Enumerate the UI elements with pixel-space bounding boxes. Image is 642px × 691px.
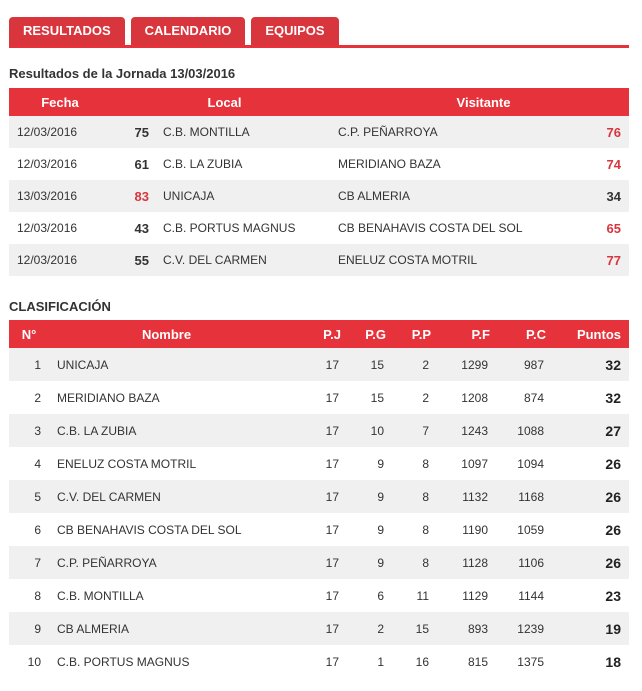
header-n: N° bbox=[9, 320, 49, 348]
home-team: C.B. MONTILLA bbox=[155, 116, 338, 148]
points-against: 1059 bbox=[498, 513, 554, 546]
position: 1 bbox=[9, 348, 49, 381]
home-score: 55 bbox=[111, 244, 155, 276]
header-fecha: Fecha bbox=[9, 88, 111, 116]
away-team: C.P. PEÑARROYA bbox=[338, 116, 571, 148]
team-name: MERIDIANO BAZA bbox=[49, 381, 284, 414]
won: 15 bbox=[349, 381, 394, 414]
played: 17 bbox=[284, 480, 349, 513]
standings-row[interactable] bbox=[9, 645, 629, 678]
lost: 8 bbox=[394, 447, 439, 480]
lost: 8 bbox=[394, 513, 439, 546]
tab-calendario[interactable]: CALENDARIO bbox=[131, 17, 246, 45]
standings-row[interactable] bbox=[9, 612, 629, 645]
points: 26 bbox=[554, 546, 629, 579]
home-team: C.B. PORTUS MAGNUS bbox=[155, 212, 338, 244]
header-visitante: Visitante bbox=[338, 88, 629, 116]
won: 9 bbox=[349, 480, 394, 513]
result-row[interactable] bbox=[9, 212, 629, 244]
played: 17 bbox=[284, 612, 349, 645]
lost: 8 bbox=[394, 480, 439, 513]
points-against: 987 bbox=[498, 348, 554, 381]
lost: 15 bbox=[394, 612, 439, 645]
result-row[interactable] bbox=[9, 148, 629, 180]
points: 26 bbox=[554, 513, 629, 546]
standings-row[interactable] bbox=[9, 414, 629, 447]
home-score: 43 bbox=[111, 212, 155, 244]
lost: 8 bbox=[394, 546, 439, 579]
team-name: C.V. DEL CARMEN bbox=[49, 480, 284, 513]
position: 6 bbox=[9, 513, 49, 546]
result-date: 12/03/2016 bbox=[9, 212, 111, 244]
results-header-row bbox=[9, 88, 629, 116]
header-nombre: Nombre bbox=[49, 320, 284, 348]
points-for: 893 bbox=[439, 612, 498, 645]
points-for: 1097 bbox=[439, 447, 498, 480]
header-pg: P.G bbox=[349, 320, 394, 348]
away-score: 34 bbox=[571, 180, 629, 212]
played: 17 bbox=[284, 414, 349, 447]
won: 2 bbox=[349, 612, 394, 645]
team-name: C.B. PORTUS MAGNUS bbox=[49, 645, 284, 678]
position: 3 bbox=[9, 414, 49, 447]
position: 7 bbox=[9, 546, 49, 579]
points-for: 1243 bbox=[439, 414, 498, 447]
team-name: C.B. LA ZUBIA bbox=[49, 414, 284, 447]
home-score: 61 bbox=[111, 148, 155, 180]
team-name: CB ALMERIA bbox=[49, 612, 284, 645]
standings-header-row bbox=[9, 320, 629, 348]
points-for: 1132 bbox=[439, 480, 498, 513]
away-score: 65 bbox=[571, 212, 629, 244]
standings-row[interactable] bbox=[9, 513, 629, 546]
won: 1 bbox=[349, 645, 394, 678]
points-for: 1190 bbox=[439, 513, 498, 546]
points-against: 1239 bbox=[498, 612, 554, 645]
played: 17 bbox=[284, 513, 349, 546]
points-for: 1129 bbox=[439, 579, 498, 612]
points-against: 874 bbox=[498, 381, 554, 414]
results-table bbox=[9, 88, 629, 276]
played: 17 bbox=[284, 348, 349, 381]
points-against: 1094 bbox=[498, 447, 554, 480]
home-team: C.B. LA ZUBIA bbox=[155, 148, 338, 180]
home-team: C.V. DEL CARMEN bbox=[155, 244, 338, 276]
position: 4 bbox=[9, 447, 49, 480]
tab-equipos[interactable]: EQUIPOS bbox=[251, 17, 338, 45]
won: 15 bbox=[349, 348, 394, 381]
header-puntos: Puntos bbox=[554, 320, 629, 348]
points: 19 bbox=[554, 612, 629, 645]
played: 17 bbox=[284, 579, 349, 612]
played: 17 bbox=[284, 645, 349, 678]
result-row[interactable] bbox=[9, 180, 629, 212]
team-name: UNICAJA bbox=[49, 348, 284, 381]
won: 9 bbox=[349, 447, 394, 480]
standings-title: CLASIFICACIÓN bbox=[9, 299, 111, 314]
position: 5 bbox=[9, 480, 49, 513]
points-for: 1299 bbox=[439, 348, 498, 381]
standings-row[interactable] bbox=[9, 480, 629, 513]
team-name: CB BENAHAVIS COSTA DEL SOL bbox=[49, 513, 284, 546]
position: 9 bbox=[9, 612, 49, 645]
points-against: 1106 bbox=[498, 546, 554, 579]
tab-resultados[interactable]: RESULTADOS bbox=[9, 17, 125, 45]
position: 2 bbox=[9, 381, 49, 414]
away-team: CB BENAHAVIS COSTA DEL SOL bbox=[338, 212, 571, 244]
home-score: 83 bbox=[111, 180, 155, 212]
lost: 11 bbox=[394, 579, 439, 612]
standings-table bbox=[9, 320, 629, 678]
team-name: C.P. PEÑARROYA bbox=[49, 546, 284, 579]
result-date: 12/03/2016 bbox=[9, 148, 111, 180]
away-team: CB ALMERIA bbox=[338, 180, 571, 212]
points-against: 1168 bbox=[498, 480, 554, 513]
standings-row[interactable] bbox=[9, 579, 629, 612]
played: 17 bbox=[284, 546, 349, 579]
played: 17 bbox=[284, 447, 349, 480]
lost: 2 bbox=[394, 381, 439, 414]
away-team: ENELUZ COSTA MOTRIL bbox=[338, 244, 571, 276]
points-against: 1144 bbox=[498, 579, 554, 612]
away-score: 77 bbox=[571, 244, 629, 276]
away-team: MERIDIANO BAZA bbox=[338, 148, 571, 180]
points: 18 bbox=[554, 645, 629, 678]
points: 32 bbox=[554, 381, 629, 414]
points: 26 bbox=[554, 447, 629, 480]
team-name: C.B. MONTILLA bbox=[49, 579, 284, 612]
standings-row[interactable] bbox=[9, 348, 629, 381]
played: 17 bbox=[284, 381, 349, 414]
points: 23 bbox=[554, 579, 629, 612]
results-title: Resultados de la Jornada 13/03/2016 bbox=[9, 66, 236, 81]
position: 10 bbox=[9, 645, 49, 678]
points-against: 1088 bbox=[498, 414, 554, 447]
points-for: 1208 bbox=[439, 381, 498, 414]
standings-row[interactable] bbox=[9, 546, 629, 579]
standings-row[interactable] bbox=[9, 447, 629, 480]
home-team: UNICAJA bbox=[155, 180, 338, 212]
points-for: 1128 bbox=[439, 546, 498, 579]
points: 26 bbox=[554, 480, 629, 513]
won: 9 bbox=[349, 546, 394, 579]
home-score: 75 bbox=[111, 116, 155, 148]
lost: 16 bbox=[394, 645, 439, 678]
header-pj: P.J bbox=[284, 320, 349, 348]
result-date: 12/03/2016 bbox=[9, 116, 111, 148]
points-for: 815 bbox=[439, 645, 498, 678]
result-row[interactable] bbox=[9, 116, 629, 148]
points: 32 bbox=[554, 348, 629, 381]
header-pp: P.P bbox=[394, 320, 439, 348]
result-date: 12/03/2016 bbox=[9, 244, 111, 276]
standings-row[interactable] bbox=[9, 381, 629, 414]
tab-bar bbox=[9, 17, 629, 48]
header-local: Local bbox=[111, 88, 338, 116]
position: 8 bbox=[9, 579, 49, 612]
won: 9 bbox=[349, 513, 394, 546]
away-score: 76 bbox=[571, 116, 629, 148]
header-pc: P.C bbox=[498, 320, 554, 348]
points-against: 1375 bbox=[498, 645, 554, 678]
team-name: ENELUZ COSTA MOTRIL bbox=[49, 447, 284, 480]
points: 27 bbox=[554, 414, 629, 447]
won: 10 bbox=[349, 414, 394, 447]
lost: 2 bbox=[394, 348, 439, 381]
result-row[interactable] bbox=[9, 244, 629, 276]
away-score: 74 bbox=[571, 148, 629, 180]
result-date: 13/03/2016 bbox=[9, 180, 111, 212]
lost: 7 bbox=[394, 414, 439, 447]
header-pf: P.F bbox=[439, 320, 498, 348]
won: 6 bbox=[349, 579, 394, 612]
